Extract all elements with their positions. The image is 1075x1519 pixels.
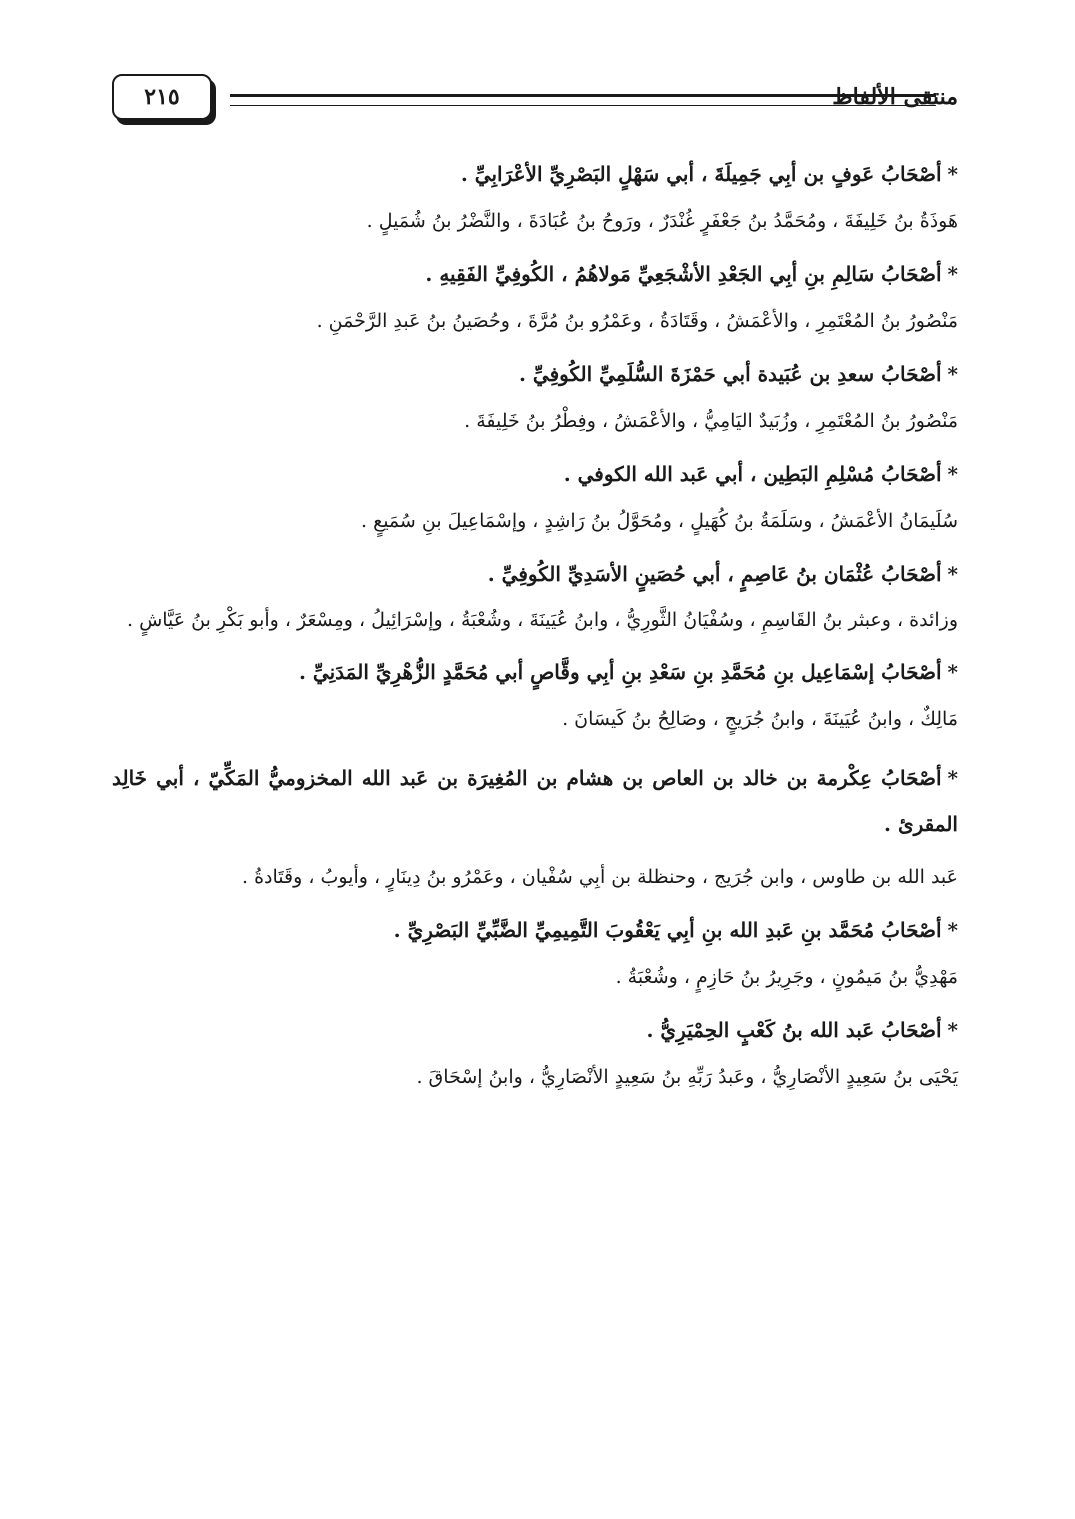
entry-heading: [112, 148, 958, 198]
asterisk-bullet: *: [947, 660, 958, 684]
entry: [112, 646, 958, 746]
entry-heading-text: أصْحَابُ عِكْرمة بن خالد بن العاص بن هشام بن المُغِيرَة بن عَبد الله المخزوميُّ المَكِّيّ ، أبي خَالِد المقرئ .: [112, 766, 958, 836]
entry-heading-text: أصْحَابُ سعدِ بن عُبَيدة أبي حَمْزَةَ السُّلَمِيِّ الكُوفِيِّ .: [518, 362, 942, 386]
entry-names: يَحْيَى بنُ سَعِيدٍ الأنْصَارِيُّ ، وعَبدُ رَبِّهِ بنُ سَعِيدٍ الأنْصَارِيُّ ، وابنُ إسْحَاقَ .: [416, 1066, 958, 1088]
entry-names: مَنْصُورُ بنُ المُعْتَمِرِ ، وزُبَيدٌ اليَامِيُّ ، والأعْمَشُ ، وفِطْرُ بنُ خَلِيفَةَ .: [464, 410, 958, 432]
asterisk-bullet: *: [947, 918, 958, 942]
entry: [112, 1004, 958, 1104]
entry-heading: [112, 448, 958, 498]
entry-heading-text: أصْحَابُ عَبد الله بنُ كَعْبٍ الحِمْيَرِيُّ .: [646, 1018, 942, 1042]
entry-names: سُلَيمَانُ الأعْمَشُ ، وسَلَمَةُ بنُ كُهَيلٍ ، ومُحَوَّلُ بنُ رَاشِدٍ ، وإسْمَاعِيلَ بنِ سُمَيعٍ .: [361, 510, 958, 532]
entry-heading: [112, 646, 958, 696]
entry-heading-text: أصْحَابُ مُحَمَّد بنِ عَبدِ الله بنِ أبِي يَعْقُوبَ التَّمِيمِيِّ الضَّبِّيِّ البَصْرِيِّ .: [393, 918, 942, 942]
entry: [112, 904, 958, 1004]
entry: [112, 746, 958, 904]
entry-heading-text: أصْحَابُ سَالِمِ بنِ أبِي الجَعْدِ الأشْجَعِيِّ مَولاهُمُ ، الكُوفِيِّ الفَقِيهِ .: [425, 262, 942, 286]
entry: [112, 548, 958, 646]
entry-names: مَهْدِيُّ بنُ مَيمُونٍ ، وجَرِيرُ بنُ حَازِمٍ ، وشُعْبَةُ .: [615, 966, 958, 988]
entry-names: مَنْصُورُ بنُ المُعْتَمِرِ ، والأعْمَشُ ، وقَتَادَةُ ، وعَمْرُو بنُ مُرَّةَ ، وحُصَينُ بنُ عَبدِ الرَّحْمَنِ .: [316, 310, 958, 332]
asterisk-bullet: *: [947, 362, 958, 386]
entry-names: مَالِكٌ ، وابنُ عُيَينَةَ ، وابنُ جُرَيجٍ ، وصَالِحُ بنُ كَيسَانَ .: [562, 708, 958, 730]
entry-heading-text: أصْحَابُ إسْمَاعِيل بنِ مُحَمَّدِ بنِ سَعْدِ بنِ أبِي وقَّاصٍ أبي مُحَمَّدٍ الزُّهْرِيِّ المَدَنِيِّ .: [299, 660, 942, 684]
entry-names: هَوذَةُ بنُ خَلِيفَةَ ، ومُحَمَّدُ بنُ جَعْفَرٍ غُنْدَرٌ ، ورَوحُ بنُ عُبَادَةَ ، والنَّضْرُ بنُ شُمَيلٍ .: [366, 210, 958, 232]
entry-names: عَبد الله بن طاوس ، وابن جُرَيج ، وحنظلة بن أبِي سُفْيان ، وعَمْرُو بنُ دِينَارٍ ، وأيوبُ ، وقَتَادةُ .: [242, 866, 958, 888]
entry-heading: [112, 1004, 958, 1054]
asterisk-bullet: *: [947, 766, 958, 790]
page-body: [112, 148, 958, 1104]
page-number: ٢١٥: [144, 84, 180, 110]
entry-heading-text: أصْحَابُ عَوفٍ بن أبِي جَمِيلَةَ ، أبي سَهْلٍ البَصْرِيِّ الأعْرَابِيِّ .: [460, 162, 942, 186]
entry-heading-text: أصْحَابُ عُثْمَان بنُ عَاصِمٍ ، أبي حُصَينٍ الأسَدِيِّ الكُوفِيِّ .: [487, 562, 942, 586]
entry-heading-text: أصْحَابُ مُسْلِمِ البَطِين ، أبي عَبد الله الكوفي .: [563, 462, 942, 486]
header-double-rule: [230, 94, 936, 106]
asterisk-bullet: *: [947, 1018, 958, 1042]
page-header: [112, 74, 958, 130]
asterisk-bullet: *: [947, 562, 958, 586]
asterisk-bullet: *: [947, 162, 958, 186]
entry: [112, 448, 958, 548]
entry-heading: [112, 904, 958, 954]
entry-heading: [112, 348, 958, 398]
entry-names: وزائدة ، وعبثر بنُ القَاسِمِ ، وسُفْيَانُ الثَّورِيُّ ، وابنُ عُيَينَةَ ، وشُعْبَةُ ، وإسْرَائِيلُ ، ومِسْعَرٌ ، وأبو بَكْرِ بنُ عَيَّاشٍ .: [126, 609, 958, 631]
asterisk-bullet: *: [947, 262, 958, 286]
entry: [112, 348, 958, 448]
entry-heading: [112, 746, 958, 854]
entry: [112, 248, 958, 348]
page-number-box: [112, 74, 212, 120]
entry-heading: [112, 248, 958, 298]
book-title: منتقى الألفاظ: [832, 84, 958, 110]
entry-heading: [112, 548, 958, 598]
asterisk-bullet: *: [947, 462, 958, 486]
entry: [112, 148, 958, 248]
